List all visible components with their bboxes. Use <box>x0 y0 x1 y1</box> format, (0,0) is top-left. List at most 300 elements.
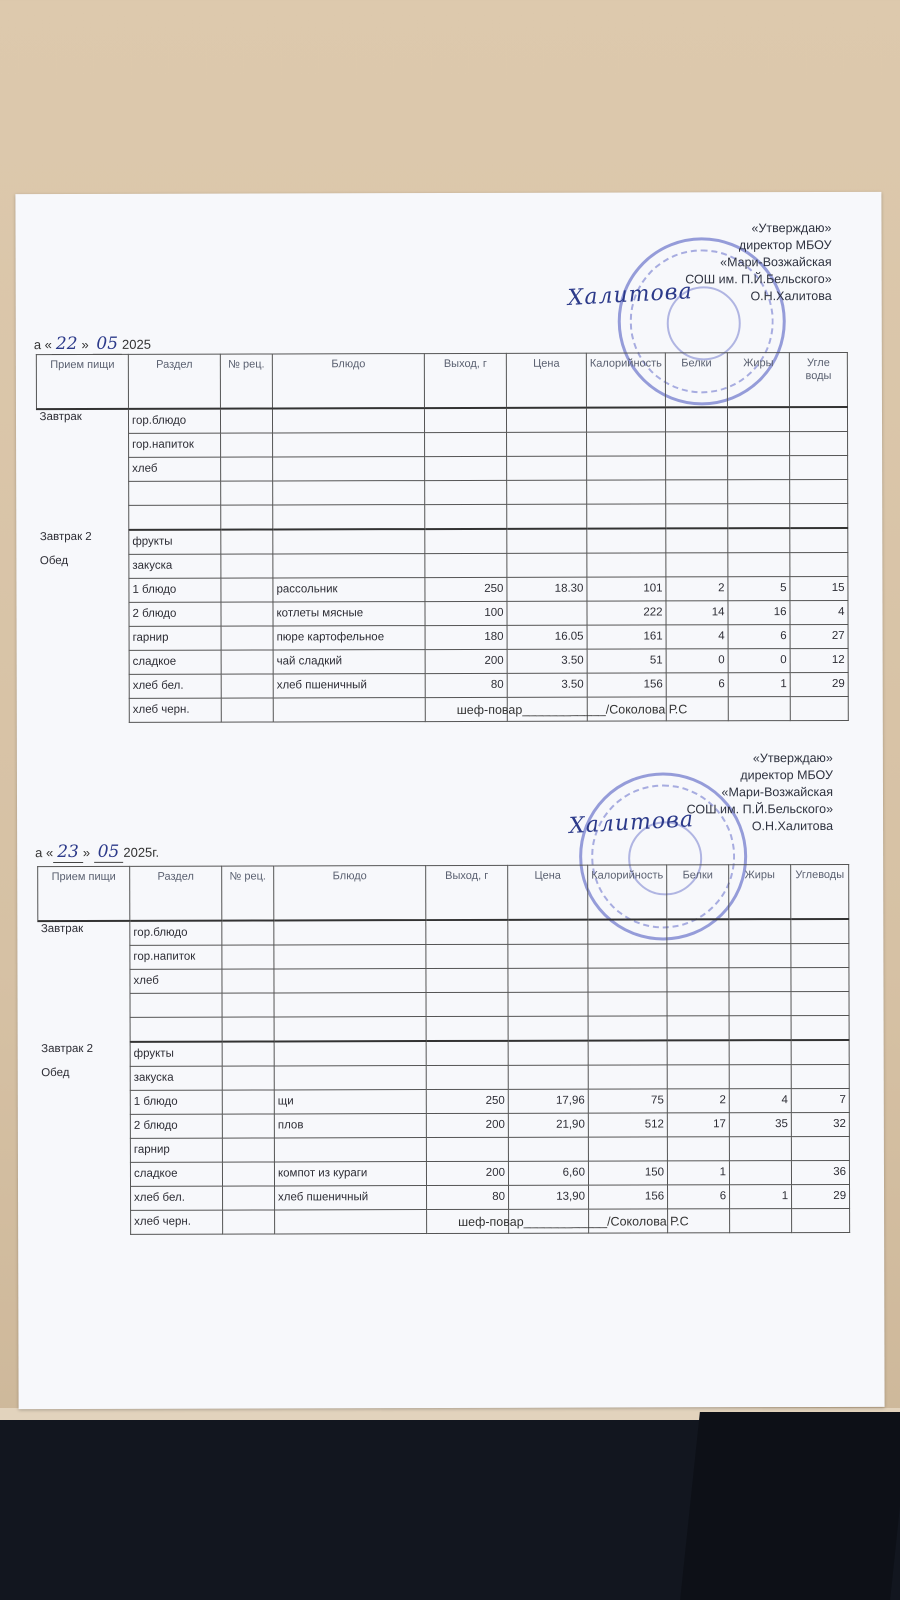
value-cell <box>507 432 587 456</box>
value-cell <box>221 673 273 697</box>
approval-line: О.Н.Халитова <box>750 288 832 304</box>
value-cell <box>222 944 274 968</box>
value-cell <box>729 919 791 944</box>
section-cell: хлеб черн. <box>129 698 221 722</box>
dish-cell: щи <box>274 1089 426 1113</box>
section-cell: хлеб черн. <box>131 1210 223 1234</box>
approval-line: «Мари-Возжайская <box>721 784 833 800</box>
value-cell <box>588 919 667 944</box>
value-cell: 17 <box>667 1112 729 1136</box>
table-row <box>39 1184 850 1210</box>
approval-line: «Утверждаю» <box>752 750 833 766</box>
dish-cell <box>274 944 426 968</box>
value-cell <box>222 920 274 945</box>
value-cell <box>221 504 273 529</box>
value-cell <box>425 432 507 456</box>
table-row <box>38 967 849 993</box>
value-cell <box>790 431 848 455</box>
value-cell <box>508 1016 588 1041</box>
value-cell <box>222 1137 274 1161</box>
value-cell <box>729 991 791 1015</box>
table-row <box>38 991 849 1017</box>
header-cell: Цена <box>508 865 588 919</box>
approval-line: «Утверждаю» <box>751 220 832 236</box>
value-cell <box>426 1016 508 1041</box>
section-cell: закуска <box>129 554 221 578</box>
dish-cell <box>274 1041 426 1066</box>
value-cell: 250 <box>425 577 507 601</box>
table-row <box>37 479 848 505</box>
value-cell <box>666 479 728 503</box>
value-cell <box>588 1040 667 1065</box>
value-cell <box>508 1065 588 1089</box>
value-cell <box>426 968 508 992</box>
date-month: 05 <box>92 334 122 355</box>
value-cell: 4 <box>729 1088 791 1112</box>
value-cell <box>587 431 666 455</box>
value-cell: 4 <box>790 600 848 624</box>
meal-cell <box>38 1017 130 1042</box>
header-cell: Прием пищи <box>36 354 128 408</box>
value-cell <box>221 697 273 721</box>
menu-sheet-2 <box>17 740 883 1229</box>
value-cell <box>791 1039 849 1064</box>
header-cell: № рец. <box>222 866 274 920</box>
section-cell <box>130 993 222 1017</box>
value-cell: 13,90 <box>509 1185 589 1209</box>
meal-cell: Обед <box>41 1066 70 1080</box>
section-cell <box>129 481 221 505</box>
value-cell <box>728 407 790 432</box>
meal-cell: Завтрак 2 <box>41 1042 94 1055</box>
value-cell <box>426 992 508 1016</box>
value-cell <box>221 601 273 625</box>
value-cell <box>220 408 272 433</box>
meal-cell <box>38 1114 130 1138</box>
value-cell <box>790 552 848 576</box>
table-row <box>37 552 848 578</box>
menu-date: а « 23 » 05 2025г. <box>35 841 160 863</box>
value-cell <box>666 528 728 553</box>
meal-cell <box>38 945 130 969</box>
value-cell <box>222 1089 274 1113</box>
meal-cell <box>37 505 129 530</box>
value-cell: 17,96 <box>508 1089 588 1113</box>
value-cell <box>791 991 849 1015</box>
header-cell: Калорийность <box>588 865 667 919</box>
meal-cell <box>37 650 129 674</box>
value-cell <box>791 943 849 967</box>
value-cell: 6,60 <box>508 1161 588 1185</box>
value-cell: 156 <box>587 672 666 696</box>
meal-cell <box>38 969 130 993</box>
section-cell: хлеб <box>129 457 221 481</box>
value-cell <box>222 1161 274 1185</box>
value-cell <box>790 406 848 431</box>
meal-cell: Завтрак <box>39 410 82 423</box>
value-cell <box>587 455 666 479</box>
header-cell: Блюдо <box>274 866 426 920</box>
table-row <box>37 576 848 602</box>
value-cell: 16 <box>728 600 790 624</box>
value-cell: 100 <box>425 601 507 625</box>
value-cell <box>223 1185 275 1209</box>
value-cell: 12 <box>790 648 848 672</box>
meal-cell <box>37 602 129 626</box>
value-cell <box>588 943 667 967</box>
meal-cell <box>37 481 129 505</box>
value-cell: 250 <box>426 1089 508 1113</box>
value-cell <box>506 407 586 432</box>
header-cell: Раздел <box>130 866 222 920</box>
section-cell: гор.напиток <box>129 433 221 457</box>
meal-cell <box>37 457 129 481</box>
value-cell: 0 <box>666 648 728 672</box>
value-cell: 161 <box>587 624 666 648</box>
value-cell <box>425 456 507 480</box>
dish-cell: хлеб пшеничный <box>275 1185 427 1209</box>
value-cell <box>790 696 848 720</box>
value-cell <box>790 527 848 552</box>
value-cell <box>507 553 587 577</box>
value-cell: 27 <box>790 624 848 648</box>
value-cell: 51 <box>587 648 666 672</box>
value-cell <box>508 944 588 968</box>
header-cell: Блюдо <box>272 354 424 408</box>
value-cell <box>728 696 790 720</box>
header-cell: Угле воды <box>789 352 847 406</box>
value-cell <box>728 503 790 528</box>
section-cell: гор.блюдо <box>128 408 220 433</box>
value-cell: 1 <box>668 1160 730 1184</box>
value-cell <box>222 968 274 992</box>
meal-cell: Завтрак 2 <box>39 530 92 543</box>
section-cell: гарнир <box>130 1138 222 1162</box>
value-cell: 18.30 <box>507 577 587 601</box>
value-cell <box>507 480 587 504</box>
section-cell: хлеб бел. <box>129 674 221 698</box>
value-cell: 6 <box>728 624 790 648</box>
value-cell: 150 <box>588 1160 667 1184</box>
value-cell <box>728 431 790 455</box>
section-cell: 2 блюдо <box>129 602 221 626</box>
menu-table <box>36 352 849 723</box>
date-year: 2025г. <box>123 844 160 860</box>
value-cell: 512 <box>588 1112 667 1136</box>
value-cell <box>792 1208 850 1232</box>
value-cell <box>667 919 729 944</box>
value-cell <box>426 1040 508 1065</box>
value-cell <box>221 480 273 504</box>
approval-line: директор МБОУ <box>738 237 832 253</box>
meal-cell: Завтрак <box>40 922 84 935</box>
value-cell <box>667 1015 729 1040</box>
value-cell <box>223 1209 275 1233</box>
value-cell <box>508 1040 588 1065</box>
header-cell: Белки <box>667 865 729 919</box>
table-row <box>37 648 848 674</box>
value-cell <box>666 552 728 576</box>
dish-cell <box>274 1016 426 1041</box>
table-row <box>38 1136 849 1162</box>
value-cell <box>587 503 666 528</box>
value-cell: 0 <box>728 648 790 672</box>
value-cell <box>588 967 667 991</box>
header-cell: Жиры <box>727 353 789 407</box>
table-row <box>37 431 848 457</box>
value-cell: 75 <box>588 1088 667 1112</box>
approval-line: «Мари-Возжайская <box>720 254 832 270</box>
value-cell: 6 <box>668 1184 730 1208</box>
value-cell <box>221 625 273 649</box>
value-cell <box>729 1040 791 1065</box>
table-row <box>37 527 848 554</box>
value-cell: 7 <box>791 1088 849 1112</box>
menu-sheet-1 <box>15 192 881 717</box>
header-cell: Цена <box>506 353 586 407</box>
section-cell: гор.напиток <box>130 945 222 969</box>
value-cell: 200 <box>426 1113 508 1137</box>
table-row <box>37 455 848 481</box>
value-cell <box>790 503 848 528</box>
value-cell <box>424 407 506 432</box>
value-cell <box>507 504 587 529</box>
value-cell: 2 <box>667 1088 729 1112</box>
header-cell: Выход, г <box>424 353 506 407</box>
value-cell: 156 <box>589 1184 668 1208</box>
table-row <box>39 1208 850 1234</box>
chef-signature-line: шеф-повар____________/Соколова Р.С <box>456 702 688 717</box>
menu-table <box>37 864 850 1235</box>
dish-cell <box>273 553 425 577</box>
value-cell <box>425 528 507 553</box>
date-day: 22 <box>52 334 82 355</box>
header-cell: Белки <box>665 353 727 407</box>
meal-cell <box>38 1138 130 1162</box>
section-cell: фрукты <box>130 1041 222 1066</box>
value-cell: 5 <box>728 576 790 600</box>
approval-line: СОШ им. П.Й.Бельского» <box>685 271 832 287</box>
section-cell <box>130 1017 222 1042</box>
value-cell: 4 <box>666 624 728 648</box>
table-row <box>36 406 847 433</box>
value-cell <box>728 552 790 576</box>
value-cell: 222 <box>587 600 666 624</box>
value-cell <box>729 1064 791 1088</box>
dish-cell <box>273 504 425 529</box>
dish-cell <box>274 1137 426 1161</box>
table-row <box>37 696 848 722</box>
value-cell <box>222 1016 274 1041</box>
menu-date: а « 22 » 05 2025 <box>33 333 151 355</box>
value-cell <box>588 1015 667 1040</box>
dish-cell: котлеты мясные <box>273 601 425 625</box>
section-cell: закуска <box>130 1066 222 1090</box>
value-cell <box>588 1136 667 1160</box>
value-cell <box>666 431 728 455</box>
value-cell: 21,90 <box>508 1113 588 1137</box>
header-cell: Углеводы <box>791 864 849 918</box>
table-row <box>38 1039 849 1066</box>
value-cell: 80 <box>427 1185 509 1209</box>
value-cell <box>730 1160 792 1184</box>
table-row <box>38 1064 849 1090</box>
table-body <box>36 406 848 722</box>
value-cell <box>221 456 273 480</box>
value-cell <box>728 455 790 479</box>
value-cell <box>667 943 729 967</box>
value-cell <box>588 991 667 1015</box>
table-row <box>38 1088 849 1114</box>
value-cell <box>667 967 729 991</box>
meal-cell <box>38 1162 130 1186</box>
value-cell <box>667 1040 729 1065</box>
value-cell <box>426 1065 508 1089</box>
value-cell: 1 <box>728 672 790 696</box>
value-cell <box>426 919 508 944</box>
value-cell <box>508 1137 588 1161</box>
value-cell: 2 <box>666 576 728 600</box>
value-cell <box>508 919 588 944</box>
dark-cloth-fold <box>680 1412 900 1600</box>
value-cell: 15 <box>790 576 848 600</box>
value-cell <box>587 479 666 503</box>
value-cell <box>729 1015 791 1040</box>
value-cell <box>222 1065 274 1089</box>
meal-cell <box>37 578 129 602</box>
value-cell: 101 <box>587 576 666 600</box>
meal-cell <box>38 1090 130 1114</box>
header-cell: Калорийность <box>586 353 665 407</box>
value-cell <box>587 528 666 553</box>
dish-cell <box>273 456 425 480</box>
dish-cell <box>273 529 425 554</box>
value-cell <box>728 528 790 553</box>
value-cell: 36 <box>792 1160 850 1184</box>
value-cell: 80 <box>425 673 507 697</box>
header-cell: Прием пищи <box>38 866 130 920</box>
value-cell: 32 <box>791 1112 849 1136</box>
table-row <box>38 1015 849 1042</box>
table-row <box>38 1112 849 1138</box>
value-cell <box>729 1136 791 1160</box>
value-cell <box>729 943 791 967</box>
table-row <box>37 503 848 530</box>
dish-cell <box>275 1209 427 1233</box>
section-cell: сладкое <box>129 650 221 674</box>
header-cell: Жиры <box>729 865 791 919</box>
dish-cell <box>274 968 426 992</box>
header-cell: № рец. <box>220 354 272 408</box>
meal-cell <box>37 698 129 722</box>
approval-line: директор МБОУ <box>740 767 833 783</box>
dish-cell: чай сладкий <box>273 649 425 673</box>
value-cell: 35 <box>729 1112 791 1136</box>
approval-line: СОШ им. П.Й.Бельского» <box>686 801 834 817</box>
header-cell: Выход, г <box>426 865 508 919</box>
dish-cell <box>273 697 425 721</box>
table-row <box>37 624 848 650</box>
value-cell <box>791 1015 849 1040</box>
meal-cell <box>39 1210 131 1234</box>
section-cell: гор.блюдо <box>130 920 222 945</box>
value-cell <box>587 552 666 576</box>
value-cell <box>791 1064 849 1088</box>
dish-cell: плов <box>274 1113 426 1137</box>
section-cell: хлеб <box>130 969 222 993</box>
dish-cell: хлеб пшеничный <box>273 673 425 697</box>
value-cell <box>791 1136 849 1160</box>
table-row <box>37 600 848 626</box>
section-cell: 1 блюдо <box>129 578 221 602</box>
value-cell <box>791 918 849 943</box>
meal-cell <box>37 674 129 698</box>
value-cell <box>508 992 588 1016</box>
meal-cell <box>39 1186 131 1210</box>
section-cell: гарнир <box>129 626 221 650</box>
value-cell <box>507 528 587 553</box>
value-cell <box>586 407 665 432</box>
header-cell: Раздел <box>128 354 220 408</box>
value-cell <box>666 407 728 432</box>
value-cell <box>507 456 587 480</box>
section-cell: сладкое <box>130 1162 222 1186</box>
section-cell: 2 блюдо <box>130 1114 222 1138</box>
value-cell <box>667 1064 729 1088</box>
value-cell: 14 <box>666 600 728 624</box>
date-year: 2025 <box>122 336 151 352</box>
menu-sheet-paper <box>15 192 884 1409</box>
value-cell: 6 <box>666 672 728 696</box>
value-cell: 1 <box>730 1184 792 1208</box>
table-body <box>38 918 850 1234</box>
approval-line: О.Н.Халитова <box>751 818 834 834</box>
dish-cell <box>274 920 426 945</box>
value-cell <box>221 529 273 554</box>
value-cell <box>667 1136 729 1160</box>
value-cell <box>222 1113 274 1137</box>
handwritten-signature: Халитова <box>567 279 694 311</box>
value-cell: 29 <box>790 672 848 696</box>
section-cell: фрукты <box>129 529 221 554</box>
dish-cell: компот из кураги <box>274 1161 426 1185</box>
value-cell: 29 <box>792 1184 850 1208</box>
date-day: 23 <box>53 842 83 863</box>
meal-cell <box>37 626 129 650</box>
value-cell <box>507 601 587 625</box>
value-cell <box>426 1137 508 1161</box>
value-cell <box>425 504 507 529</box>
value-cell <box>728 479 790 503</box>
value-cell <box>667 991 729 1015</box>
value-cell: 3.50 <box>507 673 587 697</box>
value-cell: 3.50 <box>507 649 587 673</box>
value-cell <box>426 944 508 968</box>
value-cell: 16.05 <box>507 625 587 649</box>
table-row <box>38 918 849 945</box>
value-cell <box>791 967 849 991</box>
value-cell <box>508 968 588 992</box>
dish-cell <box>272 408 424 433</box>
table-header-row <box>36 352 847 408</box>
value-cell <box>222 992 274 1016</box>
meal-cell <box>37 433 129 457</box>
table-row <box>38 1160 849 1186</box>
value-cell <box>425 553 507 577</box>
meal-cell: Обед <box>39 554 69 568</box>
dish-cell <box>274 992 426 1016</box>
section-cell: 1 блюдо <box>130 1090 222 1114</box>
